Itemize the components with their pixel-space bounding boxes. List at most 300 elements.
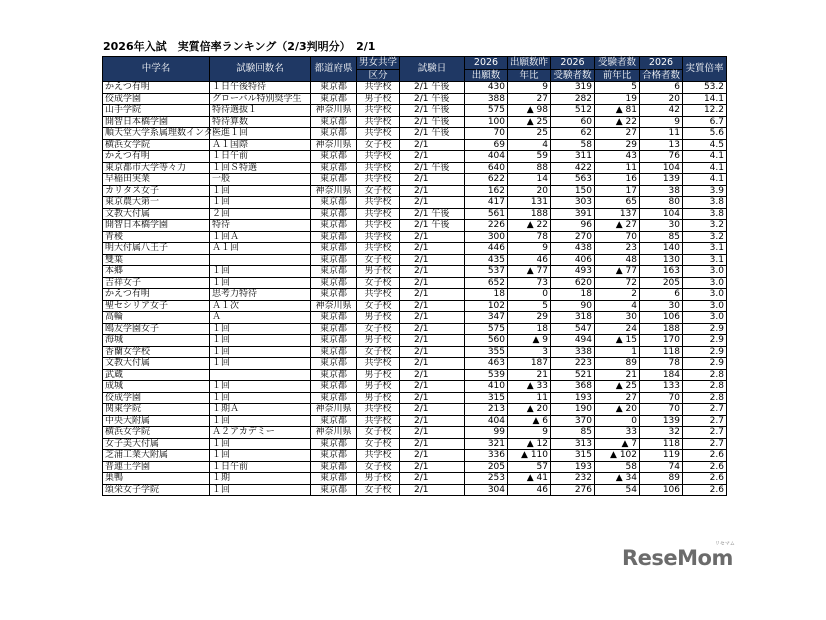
examinees-yoy-cell: ▲ 7: [595, 438, 640, 450]
examinees-yoy-cell: 1: [595, 346, 640, 358]
exam-cell: １回: [210, 335, 311, 347]
pref-cell: 東京都: [311, 335, 357, 347]
date-cell: 2/1: [400, 473, 465, 485]
header-examinees-bottom: 受験者数: [551, 70, 595, 82]
examinees-cell: 150: [551, 185, 595, 197]
examinees-cell: 193: [551, 392, 595, 404]
applicants-cell: 253: [465, 473, 508, 485]
exam-cell: １日午後特待: [210, 82, 311, 94]
examinees-cell: 620: [551, 277, 595, 289]
school-cell: 女子美大付属: [103, 438, 210, 450]
school-cell: 文教大付属: [103, 208, 210, 220]
table-row: [103, 473, 727, 485]
pref-cell: 東京都: [311, 312, 357, 324]
table-row: [103, 300, 727, 312]
passed-cell: 74: [640, 461, 683, 473]
table-row: [103, 185, 727, 197]
table-row: [103, 312, 727, 324]
table-row: [103, 438, 727, 450]
ratio-cell: 2.7: [683, 438, 727, 450]
applicants-yoy-cell: ▲ 25: [508, 116, 551, 128]
passed-cell: 118: [640, 346, 683, 358]
applicants-yoy-cell: 25: [508, 128, 551, 140]
examinees-yoy-cell: 0: [595, 415, 640, 427]
date-cell: 2/1: [400, 358, 465, 370]
gender-cell: 共学校: [357, 404, 400, 416]
gender-cell: 女子校: [357, 323, 400, 335]
pref-cell: 神奈川県: [311, 105, 357, 117]
date-cell: 2/1: [400, 461, 465, 473]
passed-cell: 9: [640, 116, 683, 128]
examinees-yoy-cell: 11: [595, 162, 640, 174]
resemom-logo: [622, 541, 735, 570]
exam-cell: Ａ１国際: [210, 139, 311, 151]
applicants-cell: 652: [465, 277, 508, 289]
exam-cell: 特待算数: [210, 116, 311, 128]
gender-cell: 共学校: [357, 289, 400, 301]
examinees-cell: 276: [551, 484, 595, 496]
school-cell: 早稲田実業: [103, 174, 210, 186]
header-school: 中学名: [103, 57, 210, 82]
examinees-yoy-cell: ▲ 27: [595, 220, 640, 232]
examinees-yoy-cell: 2: [595, 289, 640, 301]
pref-cell: 東京都: [311, 208, 357, 220]
table-row: [103, 128, 727, 140]
examinees-yoy-cell: 48: [595, 254, 640, 266]
passed-cell: 104: [640, 162, 683, 174]
passed-cell: 139: [640, 415, 683, 427]
applicants-yoy-cell: 18: [508, 323, 551, 335]
ratio-cell: 5.6: [683, 128, 727, 140]
applicants-cell: 69: [465, 139, 508, 151]
examinees-yoy-cell: 17: [595, 185, 640, 197]
examinees-yoy-cell: 23: [595, 243, 640, 255]
applicants-cell: 162: [465, 185, 508, 197]
ratio-cell: 6.7: [683, 116, 727, 128]
applicants-cell: 99: [465, 427, 508, 439]
pref-cell: 東京都: [311, 220, 357, 232]
pref-cell: 東京都: [311, 484, 357, 496]
passed-cell: 130: [640, 254, 683, 266]
applicants-yoy-cell: 11: [508, 392, 551, 404]
logo-kana: リセマム: [714, 541, 735, 547]
ratio-cell: 12.2: [683, 105, 727, 117]
examinees-cell: 547: [551, 323, 595, 335]
examinees-yoy-cell: ▲ 22: [595, 116, 640, 128]
ratio-cell: 2.9: [683, 335, 727, 347]
exam-cell: Ａ: [210, 312, 311, 324]
ratio-cell: 4.5: [683, 139, 727, 151]
applicants-cell: 430: [465, 82, 508, 94]
pref-cell: 東京都: [311, 450, 357, 462]
pref-cell: 東京都: [311, 162, 357, 174]
gender-cell: 男子校: [357, 335, 400, 347]
pref-cell: 東京都: [311, 346, 357, 358]
pref-cell: 東京都: [311, 461, 357, 473]
pref-cell: 東京都: [311, 116, 357, 128]
date-cell: 2/1: [400, 139, 465, 151]
table-row: [103, 162, 727, 174]
exam-cell: Ａ２アカデミー: [210, 427, 311, 439]
ratio-cell: 4.1: [683, 151, 727, 163]
pref-cell: 東京都: [311, 231, 357, 243]
table-body: [103, 82, 727, 496]
table-header-row: [103, 57, 727, 70]
exam-cell: ２回: [210, 208, 311, 220]
exam-cell: 思考力特待: [210, 289, 311, 301]
school-cell: 雙葉: [103, 254, 210, 266]
applicants-yoy-cell: ▲ 6: [508, 415, 551, 427]
exam-cell: １回: [210, 277, 311, 289]
pref-cell: 東京都: [311, 381, 357, 393]
applicants-yoy-cell: 9: [508, 82, 551, 94]
header-examinees-top: 2026: [551, 57, 595, 70]
examinees-cell: 60: [551, 116, 595, 128]
applicants-yoy-cell: 46: [508, 254, 551, 266]
header-date: 試験日: [400, 57, 465, 82]
applicants-yoy-cell: 3: [508, 346, 551, 358]
examinees-yoy-cell: 33: [595, 427, 640, 439]
applicants-yoy-cell: 73: [508, 277, 551, 289]
table-row: [103, 323, 727, 335]
passed-cell: 6: [640, 289, 683, 301]
gender-cell: 男子校: [357, 473, 400, 485]
school-cell: 関東学院: [103, 404, 210, 416]
examinees-cell: 18: [551, 289, 595, 301]
gender-cell: 共学校: [357, 450, 400, 462]
ratio-cell: 3.0: [683, 266, 727, 278]
applicants-cell: 336: [465, 450, 508, 462]
passed-cell: 106: [640, 484, 683, 496]
applicants-cell: 70: [465, 128, 508, 140]
examinees-yoy-cell: 27: [595, 128, 640, 140]
school-cell: 本郷: [103, 266, 210, 278]
gender-cell: 男子校: [357, 369, 400, 381]
school-cell: 成城: [103, 381, 210, 393]
table-row: [103, 381, 727, 393]
ratio-cell: 4.1: [683, 162, 727, 174]
applicants-cell: 226: [465, 220, 508, 232]
header-gender-top: 男女共学: [357, 57, 400, 70]
exam-cell: １回Ａ: [210, 231, 311, 243]
examinees-cell: 85: [551, 427, 595, 439]
table-row: [103, 484, 727, 496]
applicants-cell: 435: [465, 254, 508, 266]
school-cell: 香蘭女学校: [103, 346, 210, 358]
date-cell: 2/1: [400, 289, 465, 301]
examinees-yoy-cell: 27: [595, 392, 640, 404]
school-cell: かえつ有明: [103, 289, 210, 301]
date-cell: 2/1: [400, 151, 465, 163]
date-cell: 2/1 午後: [400, 162, 465, 174]
table-row: [103, 254, 727, 266]
pref-cell: 東京都: [311, 266, 357, 278]
pref-cell: 東京都: [311, 438, 357, 450]
header-passed-bottom: 合格者数: [640, 70, 683, 82]
applicants-cell: 18: [465, 289, 508, 301]
applicants-yoy-cell: 9: [508, 243, 551, 255]
passed-cell: 184: [640, 369, 683, 381]
examinees-cell: 318: [551, 312, 595, 324]
table-row: [103, 335, 727, 347]
ratio-cell: 2.8: [683, 392, 727, 404]
table-row: [103, 151, 727, 163]
applicants-yoy-cell: ▲ 33: [508, 381, 551, 393]
applicants-yoy-cell: 78: [508, 231, 551, 243]
applicants-cell: 539: [465, 369, 508, 381]
passed-cell: 85: [640, 231, 683, 243]
table-row: [103, 461, 727, 473]
table-row: [103, 116, 727, 128]
passed-cell: 20: [640, 93, 683, 105]
pref-cell: 東京都: [311, 82, 357, 94]
ratio-cell: 2.6: [683, 450, 727, 462]
examinees-yoy-cell: ▲ 81: [595, 105, 640, 117]
ratio-cell: 2.7: [683, 404, 727, 416]
exam-cell: 一般: [210, 174, 311, 186]
table-row: [103, 404, 727, 416]
examinees-yoy-cell: 5: [595, 82, 640, 94]
passed-cell: 13: [640, 139, 683, 151]
pref-cell: 東京都: [311, 243, 357, 255]
gender-cell: 女子校: [357, 254, 400, 266]
examinees-yoy-cell: 30: [595, 312, 640, 324]
exam-cell: １期Ａ: [210, 404, 311, 416]
pref-cell: 東京都: [311, 277, 357, 289]
header-ratio: 実質倍率: [683, 57, 727, 82]
applicants-cell: 463: [465, 358, 508, 370]
date-cell: 2/1: [400, 369, 465, 381]
applicants-cell: 417: [465, 197, 508, 209]
examinees-cell: 282: [551, 93, 595, 105]
examinees-cell: 58: [551, 139, 595, 151]
logo-text: ReseMom: [622, 546, 733, 570]
passed-cell: 119: [640, 450, 683, 462]
ratio-cell: 3.2: [683, 220, 727, 232]
date-cell: 2/1 午後: [400, 116, 465, 128]
ratio-cell: 2.7: [683, 415, 727, 427]
examinees-yoy-cell: 137: [595, 208, 640, 220]
table-row: [103, 289, 727, 301]
school-cell: 佼成学園: [103, 392, 210, 404]
passed-cell: 76: [640, 151, 683, 163]
header-applicants-top: 2026: [465, 57, 508, 70]
date-cell: 2/1 午後: [400, 208, 465, 220]
gender-cell: 共学校: [357, 415, 400, 427]
passed-cell: 78: [640, 358, 683, 370]
applicants-yoy-cell: 14: [508, 174, 551, 186]
table-row: [103, 346, 727, 358]
school-cell: カリタス女子: [103, 185, 210, 197]
applicants-cell: 213: [465, 404, 508, 416]
applicants-cell: 561: [465, 208, 508, 220]
gender-cell: 共学校: [357, 197, 400, 209]
examinees-cell: 422: [551, 162, 595, 174]
ratio-cell: 3.1: [683, 243, 727, 255]
applicants-yoy-cell: 29: [508, 312, 551, 324]
exam-cell: 医進１回: [210, 128, 311, 140]
date-cell: 2/1 午後: [400, 82, 465, 94]
ratio-cell: 14.1: [683, 93, 727, 105]
school-cell: 開智日本橋学園: [103, 220, 210, 232]
exam-cell: １回Ｓ特選: [210, 162, 311, 174]
ratio-cell: 2.6: [683, 484, 727, 496]
applicants-yoy-cell: ▲ 20: [508, 404, 551, 416]
passed-cell: 11: [640, 128, 683, 140]
table-row: [103, 266, 727, 278]
applicants-yoy-cell: 187: [508, 358, 551, 370]
pref-cell: 東京都: [311, 323, 357, 335]
pref-cell: 東京都: [311, 174, 357, 186]
exam-cell: 特待: [210, 220, 311, 232]
examinees-cell: 190: [551, 404, 595, 416]
applicants-yoy-cell: ▲ 22: [508, 220, 551, 232]
applicants-yoy-cell: ▲ 98: [508, 105, 551, 117]
gender-cell: 男子校: [357, 381, 400, 393]
applicants-yoy-cell: 27: [508, 93, 551, 105]
date-cell: 2/1: [400, 174, 465, 186]
pref-cell: 東京都: [311, 151, 357, 163]
header-pref: 都道府県: [311, 57, 357, 82]
examinees-yoy-cell: 24: [595, 323, 640, 335]
date-cell: 2/1: [400, 197, 465, 209]
school-cell: 山手学院: [103, 105, 210, 117]
gender-cell: 女子校: [357, 346, 400, 358]
exam-cell: １回: [210, 381, 311, 393]
exam-cell: １期: [210, 473, 311, 485]
examinees-yoy-cell: ▲ 102: [595, 450, 640, 462]
gender-cell: 共学校: [357, 174, 400, 186]
header-examinees-yoy-top: 受験者数: [595, 57, 640, 70]
examinees-cell: 311: [551, 151, 595, 163]
gender-cell: 男子校: [357, 93, 400, 105]
pref-cell: 東京都: [311, 473, 357, 485]
applicants-cell: 575: [465, 105, 508, 117]
examinees-cell: 406: [551, 254, 595, 266]
date-cell: 2/1: [400, 427, 465, 439]
applicants-yoy-cell: ▲ 110: [508, 450, 551, 462]
examinees-cell: 493: [551, 266, 595, 278]
pref-cell: 東京都: [311, 392, 357, 404]
examinees-cell: 563: [551, 174, 595, 186]
examinees-yoy-cell: 4: [595, 300, 640, 312]
date-cell: 2/1: [400, 404, 465, 416]
passed-cell: 170: [640, 335, 683, 347]
ratio-cell: 2.8: [683, 369, 727, 381]
gender-cell: 共学校: [357, 358, 400, 370]
ratio-cell: 3.8: [683, 197, 727, 209]
pref-cell: 東京都: [311, 358, 357, 370]
table-row: [103, 174, 727, 186]
date-cell: 2/1 午後: [400, 220, 465, 232]
school-cell: 武蔵: [103, 369, 210, 381]
date-cell: 2/1: [400, 185, 465, 197]
exam-cell: １回: [210, 346, 311, 358]
exam-cell: １回: [210, 266, 311, 278]
pref-cell: 神奈川県: [311, 427, 357, 439]
applicants-yoy-cell: ▲ 77: [508, 266, 551, 278]
passed-cell: 205: [640, 277, 683, 289]
ratio-cell: 3.9: [683, 185, 727, 197]
examinees-yoy-cell: 72: [595, 277, 640, 289]
date-cell: 2/1: [400, 450, 465, 462]
ratio-cell: 3.8: [683, 208, 727, 220]
exam-cell: [210, 254, 311, 266]
date-cell: 2/1: [400, 438, 465, 450]
applicants-yoy-cell: 4: [508, 139, 551, 151]
gender-cell: 共学校: [357, 162, 400, 174]
exam-cell: １回: [210, 358, 311, 370]
applicants-yoy-cell: ▲ 41: [508, 473, 551, 485]
table-row: [103, 105, 727, 117]
date-cell: 2/1 午後: [400, 105, 465, 117]
passed-cell: 6: [640, 82, 683, 94]
examinees-cell: 315: [551, 450, 595, 462]
examinees-cell: 313: [551, 438, 595, 450]
exam-cell: Ａ１次: [210, 300, 311, 312]
ratio-cell: 4.1: [683, 174, 727, 186]
examinees-cell: 391: [551, 208, 595, 220]
examinees-yoy-cell: 65: [595, 197, 640, 209]
date-cell: 2/1: [400, 254, 465, 266]
ratio-cell: 2.9: [683, 358, 727, 370]
date-cell: 2/1: [400, 381, 465, 393]
exam-cell: Ａ１回: [210, 243, 311, 255]
examinees-cell: 193: [551, 461, 595, 473]
school-cell: 文教大付属: [103, 358, 210, 370]
applicants-yoy-cell: 46: [508, 484, 551, 496]
gender-cell: 女子校: [357, 461, 400, 473]
examinees-yoy-cell: ▲ 34: [595, 473, 640, 485]
table-row: [103, 243, 727, 255]
exam-cell: １回: [210, 392, 311, 404]
examinees-cell: 319: [551, 82, 595, 94]
ratio-cell: 2.8: [683, 381, 727, 393]
table-row: [103, 450, 727, 462]
applicants-cell: 622: [465, 174, 508, 186]
ratio-cell: 3.2: [683, 231, 727, 243]
examinees-cell: 512: [551, 105, 595, 117]
ratio-cell: 2.6: [683, 473, 727, 485]
examinees-yoy-cell: 58: [595, 461, 640, 473]
examinees-cell: 521: [551, 369, 595, 381]
exam-cell: １日午前: [210, 151, 311, 163]
gender-cell: 共学校: [357, 128, 400, 140]
school-cell: 横浜女学院: [103, 427, 210, 439]
gender-cell: 共学校: [357, 220, 400, 232]
pref-cell: 東京都: [311, 289, 357, 301]
school-cell: 吉祥女子: [103, 277, 210, 289]
ratio-cell: 3.0: [683, 312, 727, 324]
exam-cell: １回: [210, 484, 311, 496]
applicants-cell: 404: [465, 151, 508, 163]
table-row: [103, 82, 727, 94]
examinees-yoy-cell: ▲ 77: [595, 266, 640, 278]
applicants-yoy-cell: 9: [508, 427, 551, 439]
table-row: [103, 358, 727, 370]
school-cell: 順天堂大学系属理数インター: [103, 128, 210, 140]
applicants-yoy-cell: 57: [508, 461, 551, 473]
school-cell: 佼成学園: [103, 93, 210, 105]
school-cell: 開智日本橋学園: [103, 116, 210, 128]
exam-cell: １回: [210, 197, 311, 209]
passed-cell: 139: [640, 174, 683, 186]
applicants-cell: 404: [465, 415, 508, 427]
pref-cell: 神奈川県: [311, 404, 357, 416]
exam-cell: １日午前: [210, 461, 311, 473]
school-cell: 高輪: [103, 312, 210, 324]
date-cell: 2/1: [400, 243, 465, 255]
